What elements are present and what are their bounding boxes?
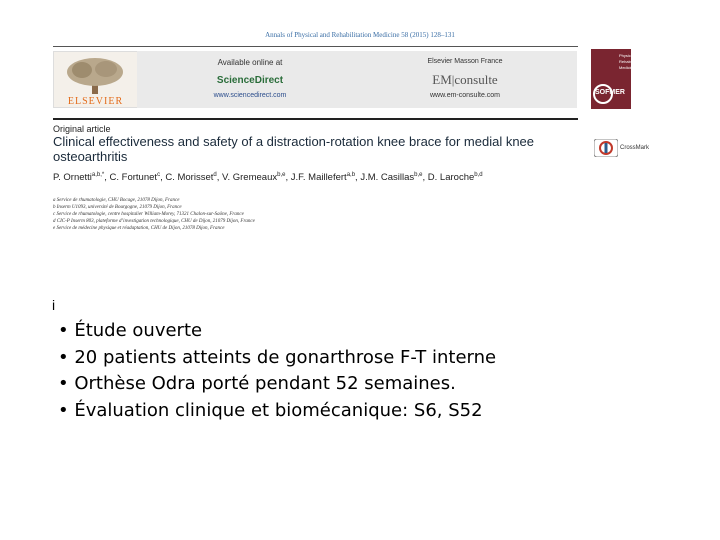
author-name: D. Laroche	[427, 172, 475, 184]
author-name: C. Fortunet	[109, 172, 158, 184]
author-affiliation-marker: d	[213, 172, 217, 178]
available-online-text: Available online at	[217, 58, 283, 67]
crossmark-icon[interactable]	[594, 139, 618, 157]
stray-character: i	[52, 297, 56, 313]
author-name: J.M. Casillas	[360, 172, 415, 184]
author-affiliation-marker: b,d	[474, 172, 483, 178]
author-name: P. Ornetti	[53, 172, 92, 184]
header-rule-bottom	[53, 118, 578, 120]
bullet-item: • 20 patients atteints de gonarthrose F-T interne	[58, 346, 497, 368]
em-consulte-url[interactable]: www.em-consulte.com	[429, 92, 501, 99]
bullet-item: • Étude ouverte	[58, 320, 203, 341]
author-name: C. Morisset	[165, 172, 214, 184]
author-affiliation-marker: c	[157, 172, 161, 178]
elsevier-logo	[53, 51, 138, 108]
sciencedirect-url[interactable]: www.sciencedirect.com	[213, 92, 287, 99]
author-name: V. Gremeaux	[222, 172, 278, 184]
elsevier-wordmark: ELSEVIER	[67, 96, 124, 107]
affiliation-line: b Inserm U1093, université de Bourgogne, 21079 Dijon, France	[53, 205, 182, 210]
author-affiliation-marker: b,e	[414, 172, 423, 178]
cover-title: Physical & Rehabilitation Medicine	[619, 53, 644, 70]
author-affiliation-marker: a,b	[346, 172, 356, 178]
author-list: P. Ornetti$^{a,b,*}$, C. Fortunet$^c$, C. Morisset$^d$, V. Gremeaux$^{b,e}$, J.F. Maillefert$^{a,b}$, J.M. Casillas$^{b,e}$, D. Laroche$^{b,d}$	[53, 172, 483, 184]
em-france-text: Elsevier Masson France	[427, 58, 503, 65]
author-affiliation-marker: b,e	[277, 172, 286, 178]
article-title: Clinical effectiveness and safety of a distraction-rotation knee brace for medial knee osteoarthritis	[53, 134, 535, 164]
sciencedirect-logo: ScienceDirect	[216, 75, 284, 86]
author-affiliation-marker: a,b,*	[91, 172, 105, 178]
em-consulte-wordmark: EM|consulte	[432, 72, 498, 87]
affiliation-line: d CIC-P Inserm 803, plateforme d’investigation technologique, CHU de Dijon, 21079 Dijon, France	[53, 219, 255, 224]
journal-cover	[591, 49, 644, 109]
affiliation-line: e Service de médecine physique et réadaptation, CHU de Dijon, 21078 Dijon, France	[53, 226, 225, 231]
journal-citation: Annals of Physical and Rehabilitation Medicine 58 (2015) 128–131	[265, 31, 455, 39]
header-rule-top	[53, 46, 578, 47]
bullet-item: • Orthèse Odra porté pendant 52 semaines.	[58, 373, 456, 394]
affiliation-line: a Service de rhumatologie, CHU Bocage, 21078 Dijon, France	[53, 198, 180, 203]
em-consulte-logo	[405, 72, 525, 88]
author-name: J.F. Maillefert	[290, 172, 347, 184]
crossmark-label: CrossMark	[620, 145, 650, 151]
elsevier-tree-icon	[62, 56, 128, 96]
article-type: Original article	[53, 124, 111, 134]
bullet-list	[58, 318, 496, 424]
bullet-item: • Évaluation clinique et biomécanique: S6, S52	[58, 399, 483, 421]
sofmer-logo: SOFMER	[595, 89, 625, 96]
affiliation-line: c Service de rhumatologie, centre hospitalier William-Morey, 71321 Chalon-sur-Saône, France	[53, 212, 244, 217]
